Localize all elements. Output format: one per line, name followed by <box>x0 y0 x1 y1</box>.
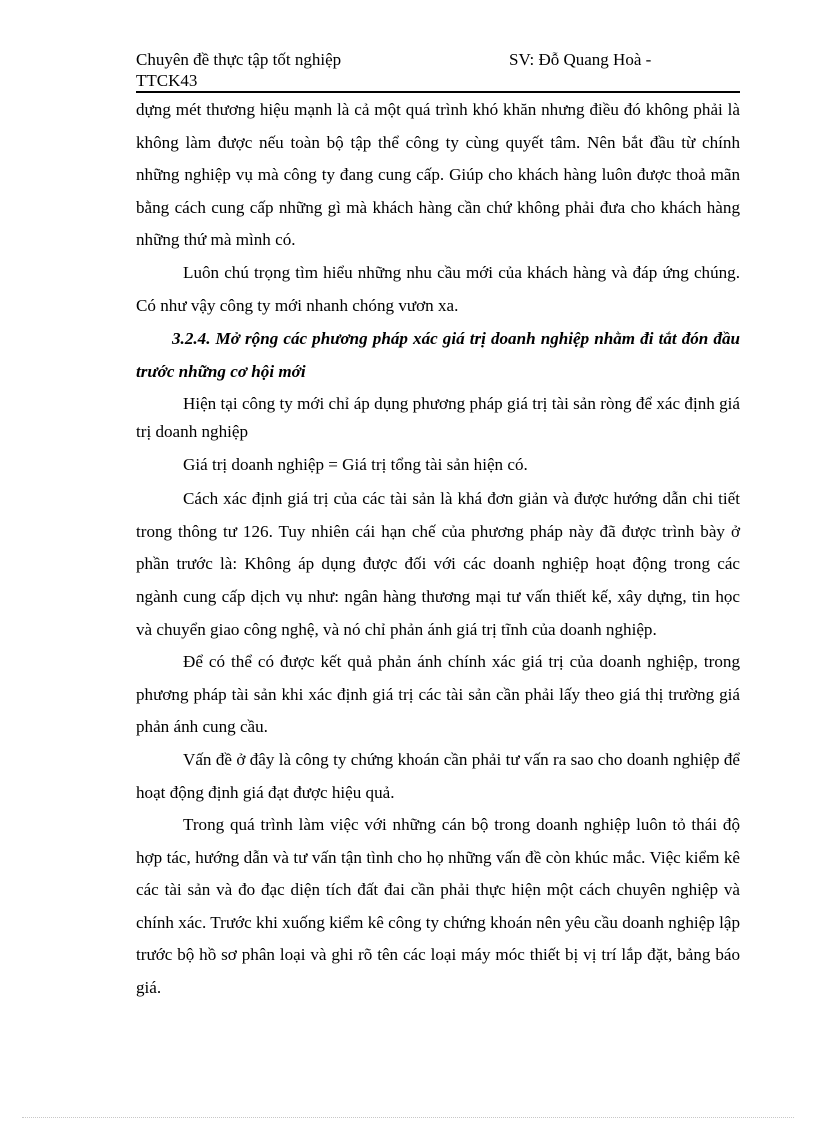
paragraph-customer-needs: Luôn chú trọng tìm hiểu những nhu cầu mới của khách hàng và đáp ứng chúng. Có như vậy công ty mới nhanh chóng vươn xa. <box>136 262 740 315</box>
paragraph-current-method: Hiện tại công ty mới chỉ áp dụng phương pháp giá trị tài sản ròng để xác định giá trị doanh nghiệp <box>136 394 740 442</box>
section-heading-3-2-4: 3.2.4. Mở rộng các phương pháp xác giá trị doanh nghiệp nhằm đi tắt đón đầu trước những cơ hội mới <box>136 329 740 382</box>
paragraph-market-price: Để có thể có được kết quả phản ánh chính xác giá trị của doanh nghiệp, trong phương pháp tài sản khi xác định giá trị các tài sản cần phải lấy theo giá thị trường giá phản ánh cung cầu. <box>136 652 740 737</box>
valuation-formula: Giá trị doanh nghiệp = Giá trị tổng tài sản hiện có. <box>183 455 528 475</box>
footer-divider <box>22 1117 794 1118</box>
paragraph-method-limitations: Cách xác định giá trị của các tài sản là khá đơn giản và được hướng dẫn chi tiết trong thông tư 126. Tuy nhiên cái hạn chế của phương pháp này đã được trình bày ở phần trước là: Không áp dụng được đối với các doanh nghiệp hoạt động trong các ngành cung cấp dịch vụ như: ngân hàng thương mại tư vấn thiết kế, xây dựng, tin học và chuyển giao công nghệ, và nó chỉ phản ánh giá trị tĩnh của doanh nghiệp. <box>136 489 740 639</box>
paragraph-advisory-question: Vấn đề ở đây là công ty chứng khoán cần phải tư vấn ra sao cho doanh nghiệp để hoạt động định giá đạt được hiệu quả. <box>136 749 740 802</box>
header-document-title: Chuyên đề thực tập tốt nghiệp <box>136 50 342 69</box>
document-body <box>136 94 740 1005</box>
header-student-name: SV: Đỗ Quang Hoà - <box>509 50 652 69</box>
header-divider <box>136 91 740 93</box>
paragraph-cooperation-process: Trong quá trình làm việc với những cán bộ trong doanh nghiệp luôn tỏ thái độ hợp tác, hướng dẫn và tư vấn tận tình cho họ những vấn đề còn khúc mắc. Việc kiểm kê các tài sản và đo đạc diện tích đất đai cần phải thực hiện một cách chuyên nghiệp và chính xác. Trước khi xuống kiểm kê công ty chứng khoán nên yêu cầu doanh nghiệp lập trước bộ hồ sơ phân loại và ghi rõ tên các loại máy móc thiết bị vị trí lắp đặt, bảng báo giá. <box>136 815 740 998</box>
paragraph-brand-building: dựng mét thương hiệu mạnh là cả một quá trình khó khăn nhưng điều đó không phải là không làm được nếu toàn bộ tập thể công ty cùng quyết tâm. Nên bắt đầu từ chính những nghiệp vụ mà công ty đang cung cấp. Giúp cho khách hàng luôn được thoả mãn bằng cách cung cấp những gì mà khách hàng cần chứ không phải đưa cho khách hàng những thứ mà mình có. <box>136 100 740 250</box>
header-class-code: TTCK43 <box>136 71 198 90</box>
